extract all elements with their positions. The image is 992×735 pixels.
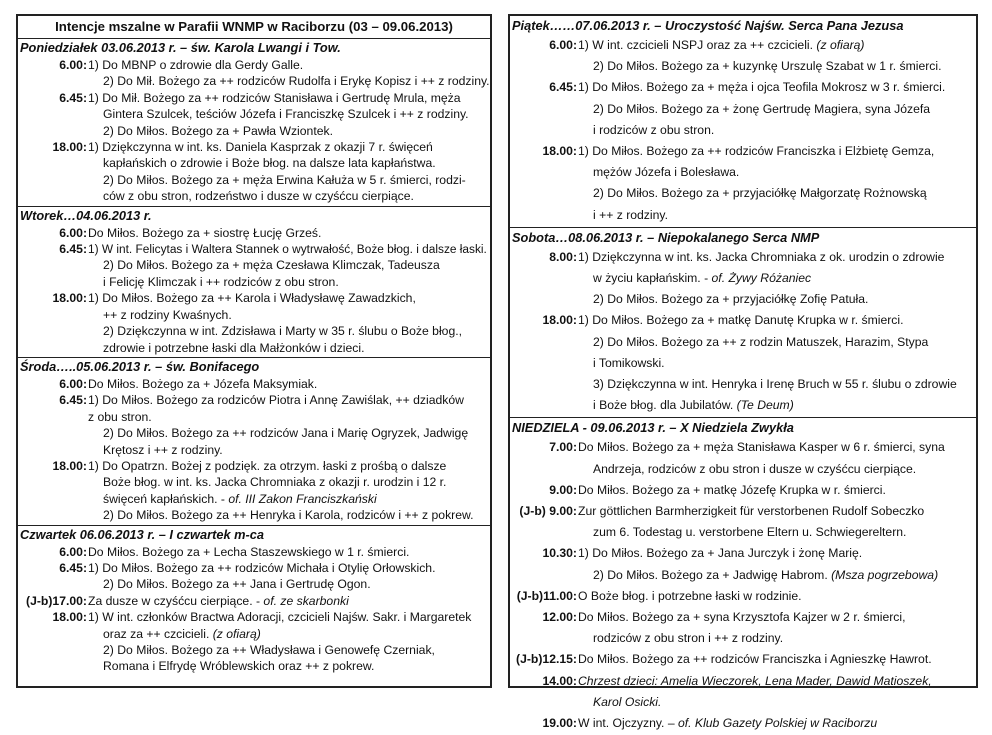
intention-lines xyxy=(578,437,976,479)
intention-line xyxy=(88,609,490,625)
intention-lines xyxy=(578,35,976,77)
intention-line xyxy=(578,628,976,649)
intention-note: Chrzest dzieci: Amelia Wieczorek, Lena Mader, Dawid Matioszek, xyxy=(578,673,932,688)
mass-entry xyxy=(510,480,976,501)
mass-entry xyxy=(18,609,490,675)
page-title: Intencje mszalne w Parafii WNMP w Raciborzu (03 – 09.06.2013) xyxy=(18,16,490,39)
intention-line xyxy=(88,658,490,674)
intention-text: 1) Dziękczynna w int. ks. Jacka Chromniaka z ok. urodzin o zdrowie xyxy=(578,249,945,264)
intention-text: 1) Do Miłos. Bożego za ++ rodziców Franciszka i Elżbietę Gemza, xyxy=(578,144,935,159)
intention-text: 3) Dziękczynna w int. Henryka i Irenę Bruch w 55 r. ślubu o zdrowie xyxy=(593,377,957,392)
intention-text: Romana i Elfrydę Wróblewskich oraz ++ z pokrew. xyxy=(103,659,375,674)
mass-time: 6.00: xyxy=(59,376,87,391)
intention-line xyxy=(578,522,976,543)
mass-time: 18.00: xyxy=(52,140,87,155)
intention-text: 1) W int. czcicieli NSPJ oraz za ++ czcicieli. xyxy=(578,38,817,52)
intention-note: (Te Deum) xyxy=(736,398,794,413)
intention-line xyxy=(578,459,976,480)
intention-text: zdrowie i potrzebne łaski dla Małżonków i dzieci. xyxy=(103,340,365,355)
mass-entry xyxy=(18,544,490,560)
intention-line xyxy=(88,593,490,609)
intention-text: Gintera Szulcek, teściów Józefa i Franciszkę Szulcek i ++ z rodziny. xyxy=(103,107,469,122)
mass-entry xyxy=(510,35,976,77)
mass-time: 6.45: xyxy=(549,80,577,95)
intention-text: 1) Do MBNP o zdrowie dla Gerdy Galle. xyxy=(88,58,304,72)
intention-line xyxy=(578,671,976,692)
mass-time: (J-b)17.00: xyxy=(26,593,87,608)
day-section xyxy=(18,358,490,526)
intention-text: mężów Józefa i Bolesława. xyxy=(593,165,740,180)
intention-text: 2) Do Miłos. Bożego za ++ Henryka i Karola, rodziców i ++ z pokrew. xyxy=(103,508,474,523)
intention-text: 1) Do Miłos. Bożego za ++ Karola i Władysławę Zawadzkich, xyxy=(88,291,416,306)
intention-lines xyxy=(88,609,490,675)
intention-line xyxy=(578,162,976,183)
intention-line xyxy=(88,307,490,323)
mass-entry xyxy=(510,501,976,543)
intention-line xyxy=(88,106,490,122)
mass-entry xyxy=(510,586,976,607)
mass-time: 6.00: xyxy=(549,38,577,52)
intention-line xyxy=(88,172,490,188)
intention-text: rodziców z obu stron i ++ z rodziny. xyxy=(593,631,784,646)
intention-lines xyxy=(88,90,490,139)
intention-line xyxy=(88,409,490,425)
mass-entry xyxy=(510,437,976,479)
intention-line xyxy=(578,649,976,670)
right-days xyxy=(510,16,976,735)
mass-time: 6.00: xyxy=(59,544,87,559)
intention-text: Do Miłos. Bożego za ++ rodziców Franciszka i Agnieszkę Hawrot. xyxy=(578,652,932,667)
intention-text: Andrzeja, rodziców z obu stron i dusze w czyśćcu cierpiące. xyxy=(593,461,917,476)
mass-entry xyxy=(510,607,976,649)
intention-lines xyxy=(578,247,976,311)
intention-text: 2) Do Miłos. Bożego za + Pawła Wziontek. xyxy=(103,123,333,138)
mass-entry xyxy=(18,57,490,90)
intention-line xyxy=(578,480,976,501)
intention-text: i rodziców z obu stron. xyxy=(593,122,715,137)
intention-line xyxy=(88,155,490,171)
mass-entry xyxy=(18,560,490,593)
mass-entry xyxy=(18,90,490,139)
intention-text: 1) Do Opatrzn. Bożej z podzięk. za otrzym. łaski z prośbą o dalsze xyxy=(88,458,447,473)
intention-line xyxy=(88,560,490,576)
intention-line xyxy=(578,586,976,607)
mass-entry xyxy=(510,141,976,226)
intention-text: 1) W int. członków Bractwa Adoracji, czcicieli Najśw. Sakr. i Margaretek xyxy=(88,610,472,625)
intention-text: 1) Do Miłos. Bożego za + męża i ojca Teofila Mokrosz w 3 r. śmierci. xyxy=(578,80,946,95)
intention-text: i Felicję Klimczak i ++ rodziców z obu stron. xyxy=(103,274,339,289)
intention-text: święceń kapłańskich. - xyxy=(103,491,229,506)
intention-text: O Boże błog. i potrzebne łaski w rodzinie. xyxy=(578,588,802,603)
mass-entry xyxy=(18,392,490,458)
intention-lines xyxy=(88,376,490,392)
intention-text: 2) Do Mił. Bożego za ++ rodziców Rudolfa i Erykę Kopisz i ++ z rodziny. xyxy=(103,74,490,89)
day-section xyxy=(18,39,490,207)
intention-text: Do Miłos. Bożego za + siostrę Łucję Grześ. xyxy=(88,225,322,240)
intention-line xyxy=(88,90,490,106)
intention-text: 2) Do Miłos. Bożego za + męża Czesława Klimczak, Tadeusza xyxy=(103,258,440,273)
intention-line xyxy=(578,289,976,310)
intention-text: W int. Ojczyzny. – xyxy=(578,716,678,731)
intention-line xyxy=(88,188,490,204)
intention-line xyxy=(578,35,976,56)
mass-entry xyxy=(510,77,976,141)
mass-entry xyxy=(510,713,976,734)
intention-line xyxy=(578,395,976,416)
intention-text: 2) Do Miłos. Bożego za ++ rodziców Jana i Marię Ogryzek, Jadwigę xyxy=(103,426,469,441)
intention-text: ++ z rodziny Kwaśnych. xyxy=(103,307,232,322)
intention-line xyxy=(578,120,976,141)
intention-text: Do Miłos. Bożego za + matkę Józefę Krupka w r. śmierci. xyxy=(578,482,886,497)
intention-lines xyxy=(578,586,976,607)
intention-text: 2) Do Miłos. Bożego za + męża Erwina Kałuża w 5 r. śmierci, rodzi- xyxy=(103,172,466,187)
intention-note: Karol Osicki. xyxy=(593,694,662,709)
mass-time: (J-b) 9.00: xyxy=(519,504,577,519)
intention-line xyxy=(578,183,976,204)
intention-text: Do Miłos. Bożego za + syna Krzysztofa Kajzer w 2 r. śmierci, xyxy=(578,610,906,625)
intention-text: i Tomikowski. xyxy=(593,355,665,370)
intention-text: Za dusze w czyśćcu cierpiące. - xyxy=(88,593,264,608)
day-section xyxy=(18,526,490,676)
intention-lines xyxy=(88,458,490,524)
intention-line xyxy=(88,458,490,474)
intention-text: 2) Do Miłos. Bożego za ++ Władysława i Genowefę Czerniak, xyxy=(103,643,435,657)
mass-time: 6.00: xyxy=(59,58,87,72)
mass-entry xyxy=(18,241,490,290)
intention-line xyxy=(88,57,490,73)
day-header: Wtorek…04.06.2013 r. xyxy=(20,207,152,223)
intention-text: 1) Do Mił. Bożego za ++ rodziców Stanisława i Gertrudę Mrula, męża xyxy=(88,90,461,105)
intention-line xyxy=(88,225,490,241)
intention-text: zum 6. Todestag u. verstorbene Eltern u. Schwiegereltern. xyxy=(593,525,907,540)
mass-time: 9.00: xyxy=(549,482,577,497)
intention-text: 1) Do Miłos. Bożego za + Jana Jurczyk i żonę Marię. xyxy=(578,546,863,561)
intention-lines xyxy=(578,310,976,416)
intention-line xyxy=(88,544,490,560)
intention-line xyxy=(578,501,976,522)
intention-line xyxy=(88,340,490,356)
intention-line xyxy=(88,139,490,155)
intention-text: 2) Do Miłos. Bożego za + przyjaciółkę Zofię Patuła. xyxy=(593,292,869,307)
mass-time: 19.00: xyxy=(542,716,577,731)
intention-text: kapłańskich o zdrowie i Boże błog. na dalsze lata kapłaństwa. xyxy=(103,156,436,171)
intention-line xyxy=(578,268,976,289)
mass-time: 8.00: xyxy=(549,249,577,264)
intention-lines xyxy=(578,543,976,585)
intention-text: Do Miłos. Bożego za + męża Stanisława Kasper w 6 r. śmierci, syna xyxy=(578,440,945,455)
intention-line xyxy=(88,392,490,408)
intention-note: (Msza pogrzebowa) xyxy=(831,567,939,582)
day-header: Sobota…08.06.2013 r. – Niepokalanego Serca NMP xyxy=(512,229,820,245)
intention-line xyxy=(578,353,976,374)
intention-line xyxy=(88,323,490,339)
intention-line xyxy=(88,290,490,306)
day-header: NIEDZIELA - 09.06.2013 r. – X Niedziela Zwykła xyxy=(512,420,794,436)
mass-time: 18.00: xyxy=(52,458,87,473)
mass-entry xyxy=(18,593,490,609)
mass-time: 18.00: xyxy=(542,144,577,159)
intention-line xyxy=(578,692,976,713)
intention-text: Do Miłos. Bożego za + Lecha Staszewskiego w 1 r. śmierci. xyxy=(88,544,410,559)
mass-time: 6.45: xyxy=(59,560,87,575)
intention-text: ców z obu stron, rodzeństwo i dusze w czyśćcu cierpiące. xyxy=(103,189,414,204)
day-header: Środa…..05.06.2013 r. – św. Bonifacego xyxy=(20,358,260,374)
intention-note: of. ze skarbonki xyxy=(263,593,349,608)
intention-note: (z ofiarą) xyxy=(816,38,865,52)
intention-lines xyxy=(88,544,490,560)
intention-text: 2) Do Miłos. Bożego za + kuzynkę Urszulę Szabat w 1 r. śmierci. xyxy=(593,59,942,74)
intention-lines xyxy=(578,649,976,670)
intention-text: oraz za ++ czcicieli. xyxy=(103,626,213,641)
left-days xyxy=(18,39,490,676)
intention-line xyxy=(88,274,490,290)
day-section xyxy=(510,16,976,228)
mass-entry xyxy=(510,671,976,713)
intention-text: Krętosz i ++ z rodziny. xyxy=(103,442,223,457)
mass-entry xyxy=(510,247,976,311)
mass-entry xyxy=(510,649,976,670)
mass-entry xyxy=(18,290,490,356)
intention-text: 2) Do Miłos. Bożego za ++ z rodzin Matuszek, Harazim, Stypa xyxy=(593,334,929,349)
intention-line xyxy=(88,123,490,139)
mass-time: 7.00: xyxy=(549,440,577,455)
intention-text: w życiu kapłańskim. - xyxy=(593,271,712,286)
intention-lines xyxy=(578,480,976,501)
intention-line xyxy=(578,56,976,77)
day-section xyxy=(510,228,976,419)
right-column xyxy=(508,14,978,731)
mass-time: 6.00: xyxy=(59,225,87,240)
intention-line xyxy=(88,73,490,89)
intention-line xyxy=(578,310,976,331)
intention-line xyxy=(578,374,976,395)
intention-line xyxy=(578,247,976,268)
intention-line xyxy=(88,425,490,441)
intention-lines xyxy=(88,593,490,609)
intention-line xyxy=(578,205,976,226)
intention-text: 2) Do Miłos. Bożego za ++ Jana i Gertrudę Ogon. xyxy=(103,577,371,592)
mass-time: 12.00: xyxy=(542,610,577,625)
intention-line xyxy=(88,474,490,490)
intention-lines xyxy=(578,713,976,734)
intention-text: 1) Do Miłos. Bożego za ++ rodziców Michała i Otylię Orłowskich. xyxy=(88,560,436,575)
intention-lines xyxy=(88,290,490,356)
intention-text: 1) Do Miłos. Bożego za rodziców Piotra i Annę Zawiślak, ++ dziadków xyxy=(88,393,464,408)
mass-time: 18.00: xyxy=(52,291,87,306)
intention-text: i ++ z rodziny. xyxy=(593,207,668,222)
mass-time: 6.45: xyxy=(59,242,87,257)
intention-text: z obu stron. xyxy=(88,409,152,424)
mass-entry xyxy=(510,310,976,416)
day-header: Czwartek 06.06.2013 r. – I czwartek m-ca xyxy=(20,526,265,542)
day-header: Piątek……07.06.2013 r. – Uroczystość Najśw. Serca Pana Jezusa xyxy=(512,18,904,33)
intention-note: of. III Zakon Franciszkański xyxy=(228,491,377,506)
intention-text: i Boże błog. dla Jubilatów. xyxy=(593,398,737,413)
intention-text: Zur göttlichen Barmherzigkeit für verstorbenen Rudolf Sobeczko xyxy=(578,504,925,519)
day-header: Poniedziałek 03.06.2013 r. – św. Karola Lwangi i Tow. xyxy=(20,40,341,55)
intention-lines xyxy=(88,392,490,458)
intention-text: 1) W int. Felicytas i Waltera Stannek o wytrwałość, Boże błog. i dalsze łaski. xyxy=(88,242,487,257)
intention-note: of. Żywy Różaniec xyxy=(711,271,812,286)
mass-time: (J-b)11.00: xyxy=(516,588,577,603)
intention-note: of. Klub Gazety Polskiej w Raciborzu xyxy=(678,716,878,731)
intention-line xyxy=(578,607,976,628)
intention-lines xyxy=(578,141,976,226)
left-column xyxy=(16,14,492,688)
intention-text: 2) Dziękczynna w int. Zdzisława i Marty w 35 r. ślubu o Boże błog., xyxy=(103,324,463,339)
intention-note: (z ofiarą) xyxy=(212,626,261,641)
intention-line xyxy=(578,565,976,586)
intention-lines xyxy=(88,225,490,241)
intention-lines xyxy=(88,57,490,90)
mass-time: (J-b)12.15: xyxy=(516,652,577,667)
intention-lines xyxy=(88,560,490,593)
intention-line xyxy=(88,241,490,257)
mass-entry xyxy=(18,139,490,205)
intention-line xyxy=(578,543,976,564)
intention-line xyxy=(88,642,490,658)
intention-line xyxy=(88,576,490,592)
mass-entry xyxy=(18,376,490,392)
intention-line xyxy=(578,332,976,353)
intention-line xyxy=(88,376,490,392)
mass-time: 18.00: xyxy=(542,313,577,328)
day-section xyxy=(510,418,976,735)
intention-text: 2) Do Miłos. Bożego za + Jadwigę Habrom. xyxy=(593,567,832,582)
intention-lines xyxy=(578,671,976,713)
mass-entry xyxy=(18,225,490,241)
intention-line xyxy=(88,507,490,523)
mass-time: 18.00: xyxy=(52,610,87,625)
mass-time: 10.30: xyxy=(542,546,577,561)
intention-lines xyxy=(88,139,490,205)
intention-line xyxy=(578,77,976,98)
mass-time: 6.45: xyxy=(59,393,87,408)
intention-text: 2) Do Miłos. Bożego za + przyjaciółkę Małgorzatę Rożnowską xyxy=(593,186,927,201)
day-section xyxy=(18,207,490,358)
intention-line xyxy=(88,442,490,458)
intention-line xyxy=(88,491,490,507)
intention-lines xyxy=(578,77,976,141)
intention-text: Do Miłos. Bożego za + Józefa Maksymiak. xyxy=(88,376,318,391)
intention-line xyxy=(88,626,490,642)
intention-line xyxy=(578,99,976,120)
mass-time: 14.00: xyxy=(542,673,577,688)
intention-text: 1) Dziękczynna w int. ks. Daniela Kasprzak z okazji 7 r. święceń xyxy=(88,140,433,155)
intention-text: 2) Do Miłos. Bożego za + żonę Gertrudę Magiera, syna Józefa xyxy=(593,101,931,116)
intention-line xyxy=(578,141,976,162)
intention-lines xyxy=(578,607,976,649)
intention-lines xyxy=(88,241,490,290)
intention-text: Boże błog. w int. ks. Jacka Chromniaka z okazji r. urodzin i 12 r. xyxy=(103,475,447,490)
intention-line xyxy=(88,257,490,273)
intention-line xyxy=(578,713,976,734)
intention-line xyxy=(578,437,976,458)
mass-time: 6.45: xyxy=(59,90,87,105)
mass-entry xyxy=(510,543,976,585)
intention-lines xyxy=(578,501,976,543)
intention-text: 1) Do Miłos. Bożego za + matkę Danutę Krupka w r. śmierci. xyxy=(578,313,904,328)
mass-entry xyxy=(18,458,490,524)
